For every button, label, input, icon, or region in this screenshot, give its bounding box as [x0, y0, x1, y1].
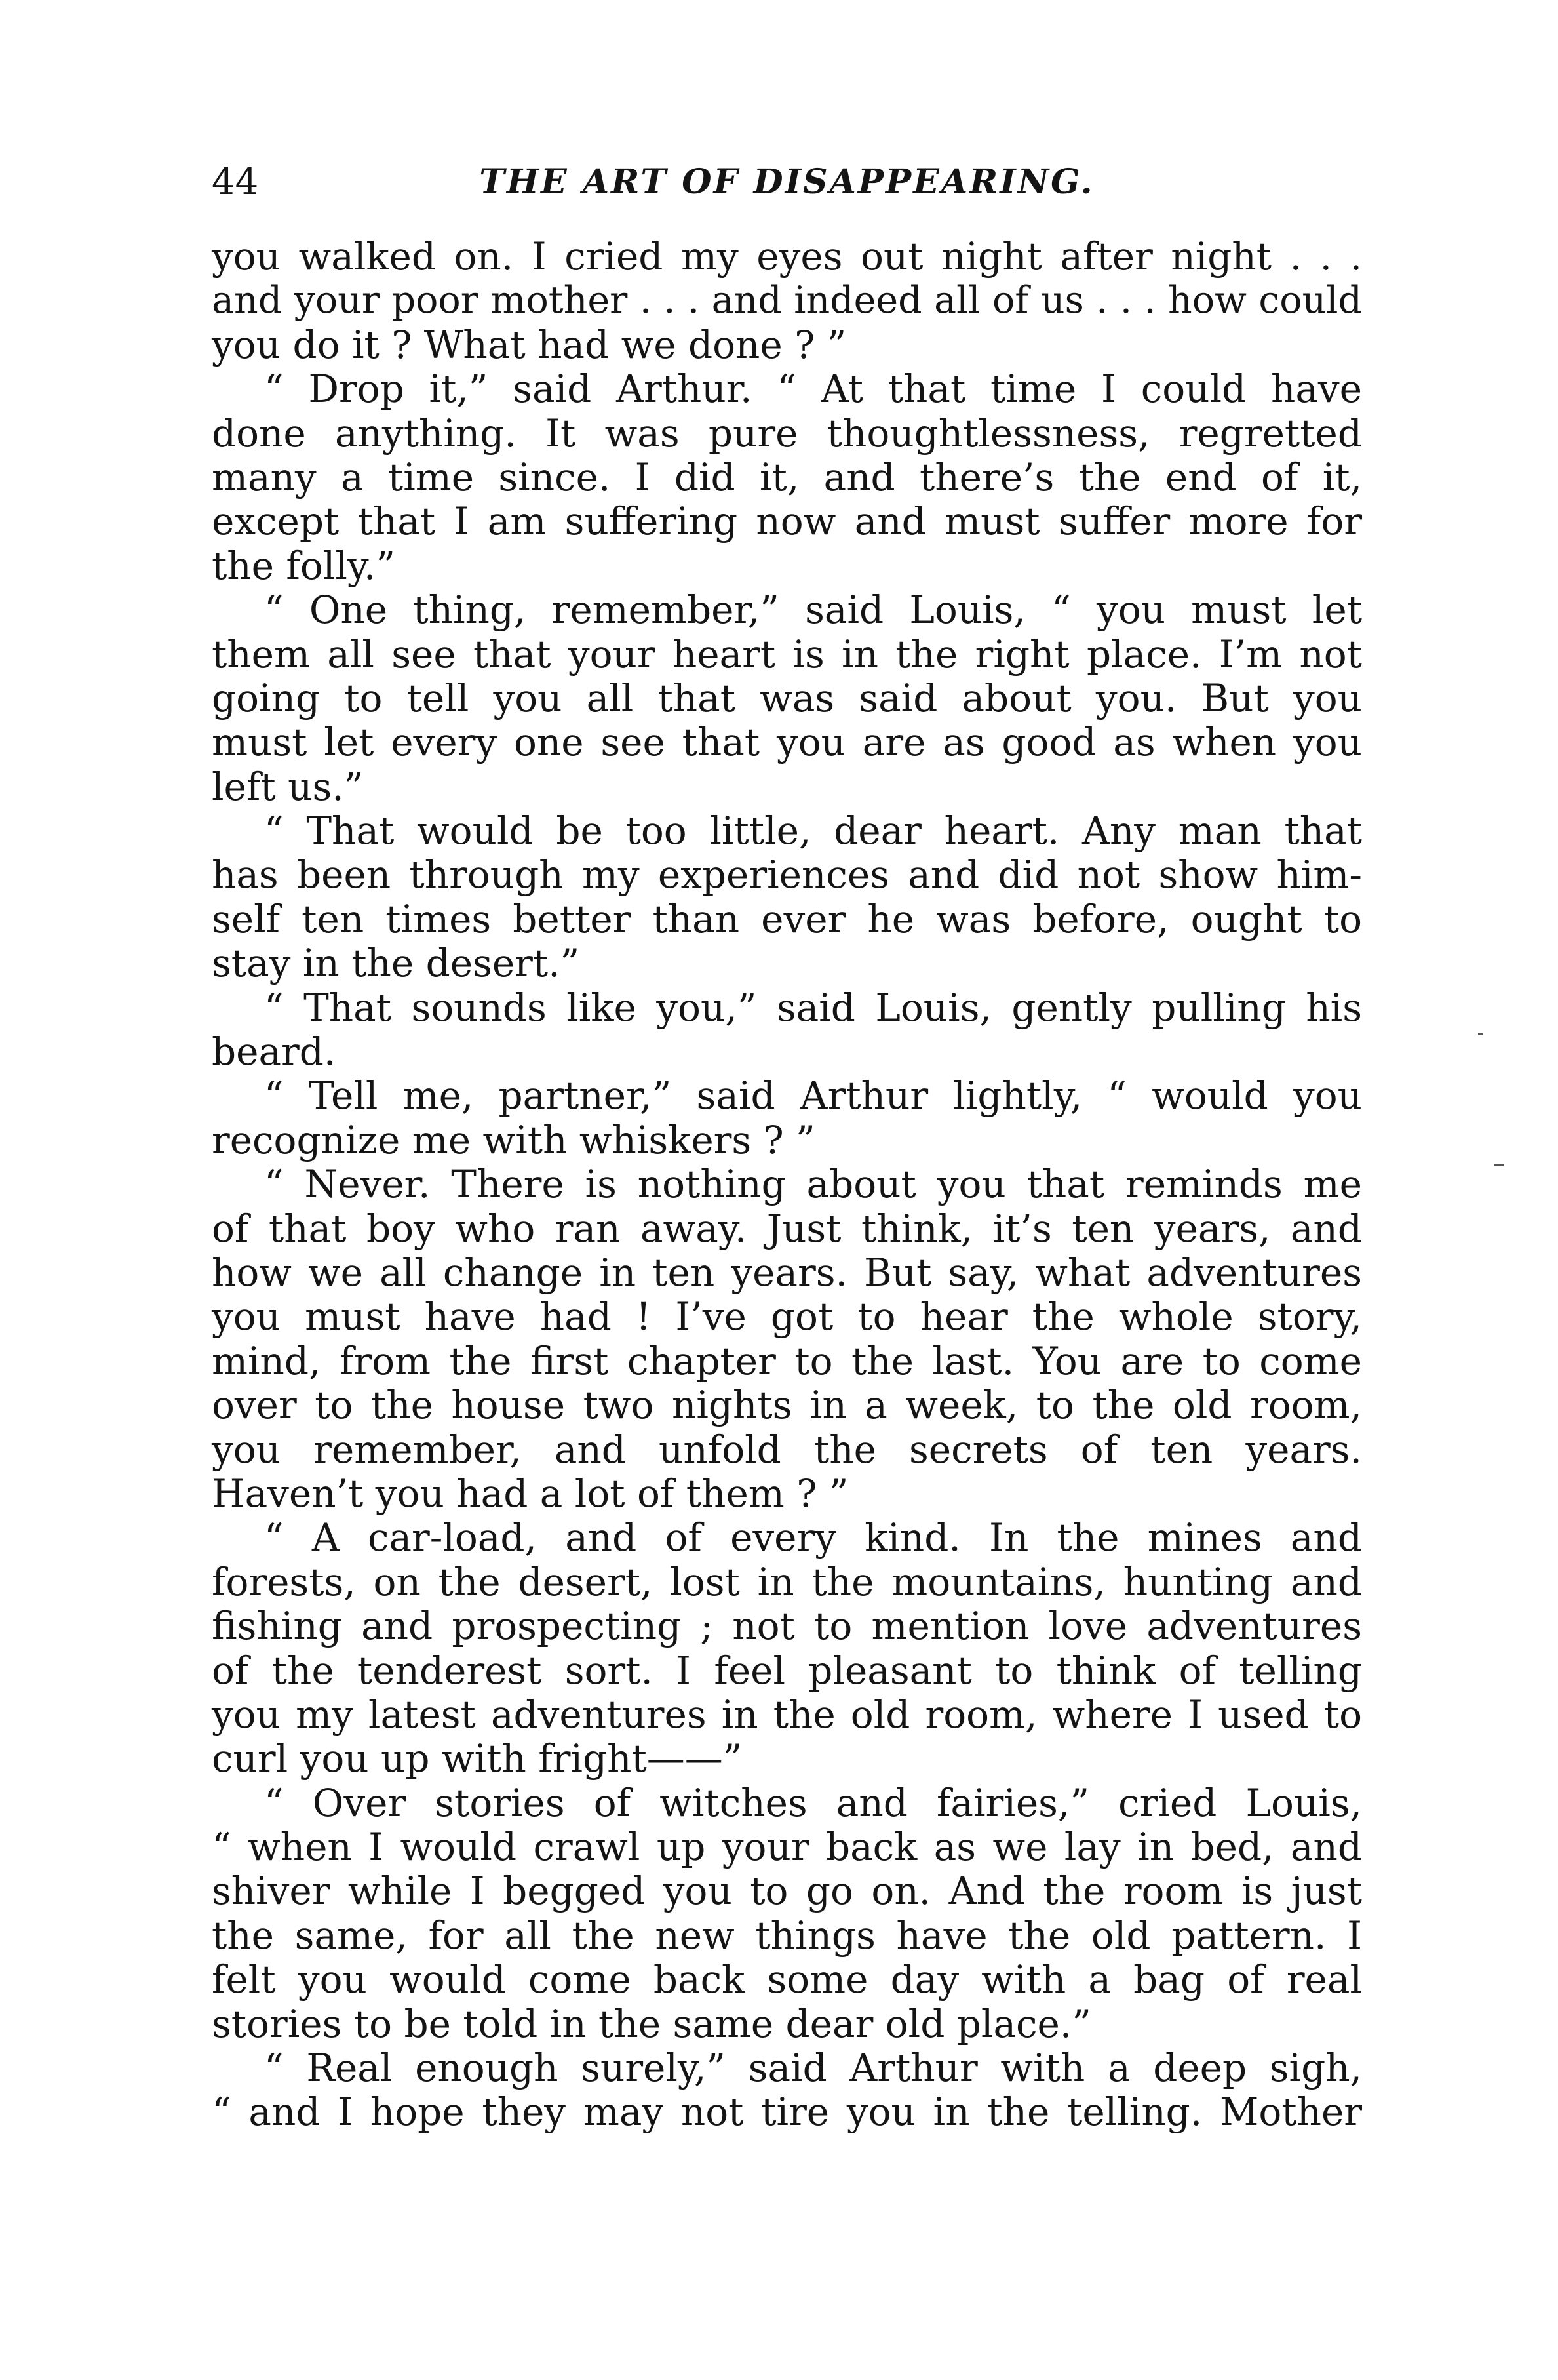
text-line: “ That would be too little, dear heart. Any man that: [264, 808, 1362, 854]
text-line: felt you would come back some day with a bag of real: [212, 1957, 1362, 2002]
text-line: except that I am suffering now and must suffer more for: [212, 499, 1362, 544]
text-line: shiver while I begged you to go on. And the room is just: [212, 1869, 1362, 1914]
text-line: recognize me with whiskers ? ”: [212, 1117, 815, 1162]
text-line: them all see that your heart is in the right place. I’m not: [212, 631, 1362, 677]
text-line: of that boy who ran away. Just think, it’s ten years, and: [212, 1206, 1362, 1251]
text-line: going to tell you all that was said about you. But you: [212, 675, 1362, 721]
text-line: you walked on. I cried my eyes out night after night . . .: [212, 234, 1362, 279]
text-line: many a time since. I did it, and there’s the end of it,: [212, 454, 1362, 500]
text-line: beard.: [212, 1029, 336, 1075]
stray-print-mark: [1494, 1164, 1504, 1166]
text-line: the same, for all the new things have the old pattern. I: [212, 1913, 1362, 1958]
running-title: THE ART OF DISAPPEARING.: [479, 162, 1095, 202]
text-line: of the tenderest sort. I feel pleasant to think of telling: [212, 1648, 1362, 1693]
text-line: “ Tell me, partner,” said Arthur lightly, “ would you: [264, 1073, 1362, 1119]
text-line: “ when I would crawl up your back as we lay in bed, and: [212, 1825, 1362, 1870]
text-line: left us.”: [212, 764, 364, 809]
text-line: fishing and prospecting ; not to mention love adventures: [212, 1604, 1362, 1649]
text-line: “ Over stories of witches and fairies,” cried Louis,: [264, 1780, 1362, 1825]
text-line: stay in the desert.”: [212, 941, 580, 986]
text-line: you do it ? What had we done ? ”: [212, 322, 847, 367]
stray-print-mark: [1478, 1033, 1483, 1035]
page-header: [212, 156, 1362, 215]
text-line: mind, from the first chapter to the last. You are to come: [212, 1338, 1362, 1383]
text-line: you my latest adventures in the old room, where I used to: [212, 1692, 1362, 1737]
text-line: over to the house two nights in a week, to the old room,: [212, 1383, 1362, 1428]
text-line: self ten times better than ever he was before, ought to: [212, 896, 1362, 942]
text-line: stories to be told in the same dear old place.”: [212, 2001, 1091, 2046]
text-line: you remember, and unfold the secrets of ten years.: [212, 1427, 1362, 1472]
body-text: [212, 235, 1362, 2135]
text-line: “ Drop it,” said Arthur. “ At that time I could have: [264, 367, 1362, 412]
text-line: and your poor mother . . . and indeed all of us . . . how could: [212, 279, 1362, 323]
text-line: Haven’t you had a lot of them ? ”: [212, 1471, 849, 1516]
text-line: “ That sounds like you,” said Louis, gently pulling his: [264, 985, 1362, 1030]
text-line: the folly.”: [212, 543, 396, 588]
text-line: must let every one see that you are as good as when you: [212, 720, 1362, 765]
text-line: “ Real enough surely,” said Arthur with a deep sigh,: [264, 2046, 1362, 2091]
text-line: you must have had ! I’ve got to hear the whole story,: [212, 1294, 1362, 1339]
text-line: “ One thing, remember,” said Louis, “ you must let: [264, 587, 1362, 633]
text-line: “ Never. There is nothing about you that reminds me: [264, 1162, 1362, 1207]
text-line: has been through my experiences and did not show him-: [212, 852, 1362, 898]
text-line: forests, on the desert, lost in the mountains, hunting and: [212, 1559, 1362, 1604]
text-line: done anything. It was pure thoughtlessness, regretted: [212, 410, 1362, 456]
page-number: 44: [212, 161, 259, 203]
text-line: how we all change in ten years. But say, what adventures: [212, 1250, 1362, 1295]
text-line: “ and I hope they may not tire you in the telling. Mother: [212, 2090, 1362, 2135]
text-line: “ A car-load, and of every kind. In the mines and: [264, 1515, 1362, 1560]
text-line: curl you up with fright——”: [212, 1736, 743, 1781]
